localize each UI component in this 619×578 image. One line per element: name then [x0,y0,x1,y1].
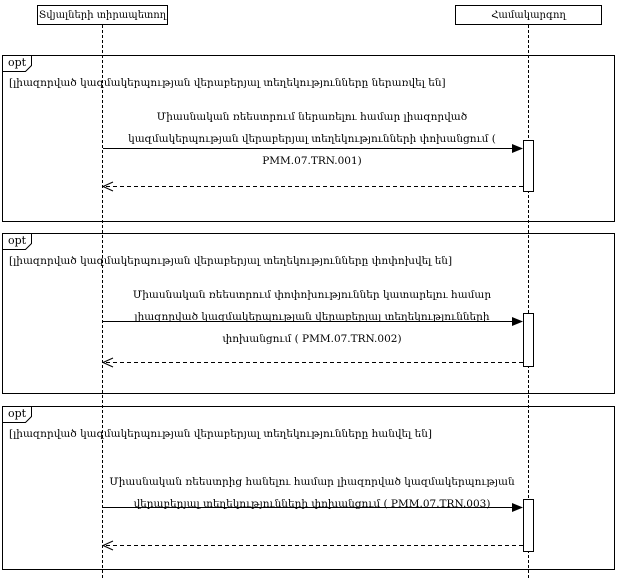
actor-box-data-owner [37,5,168,25]
actor-label-data-owner: Տվյալների տիրապետող [38,9,167,21]
guard-condition-1: [լիազորված կազմակերպության վերաբերյալ տեղեկությունները ներառվել են] [9,77,446,89]
guard-condition-2: [լիազորված կազմակերպության վերաբերյալ տեղեկությունները փոփոխվել են] [9,255,453,267]
opt-operator-tag-1 [2,55,32,72]
opt-operator-tag-2 [2,233,32,250]
opt-fragment-3 [2,406,615,570]
opt-fragment-1 [2,55,615,222]
guard-condition-3: [լիազորված կազմակերպության վերաբերյալ տեղեկությունները հանվել են] [9,428,433,440]
opt-operator-tag-3 [2,406,32,423]
actor-box-coordinator [455,5,602,25]
opt-fragment-2 [2,233,615,394]
message-label-3: Միասնական ռեեստրից հանելու համար լիազորված կազմակերպության վերաբերյալ տեղեկությունների փոխանցում ( PMM.07.TRN.003) [109,476,515,510]
message-label-2: Միասնական ռեեստրում փոփոխություններ կատարելու համար լիազորված կազմակերպության վերաբերյալ տեղեկությունների փոխանցում ( PMM.07.TRN.002) [132,289,492,345]
actor-label-coordinator: Համակարգող [491,9,566,21]
opt-operator-label-1: opt [8,56,27,69]
message-label-1: Միասնական ռեեստրում ներառելու համար լիազորված կազմակերպության վերաբերյալ տեղեկությունների փոխանցում ( PMM.07.TRN.001) [128,111,496,167]
opt-operator-label-2: opt [8,234,27,247]
opt-operator-label-3: opt [8,407,27,420]
